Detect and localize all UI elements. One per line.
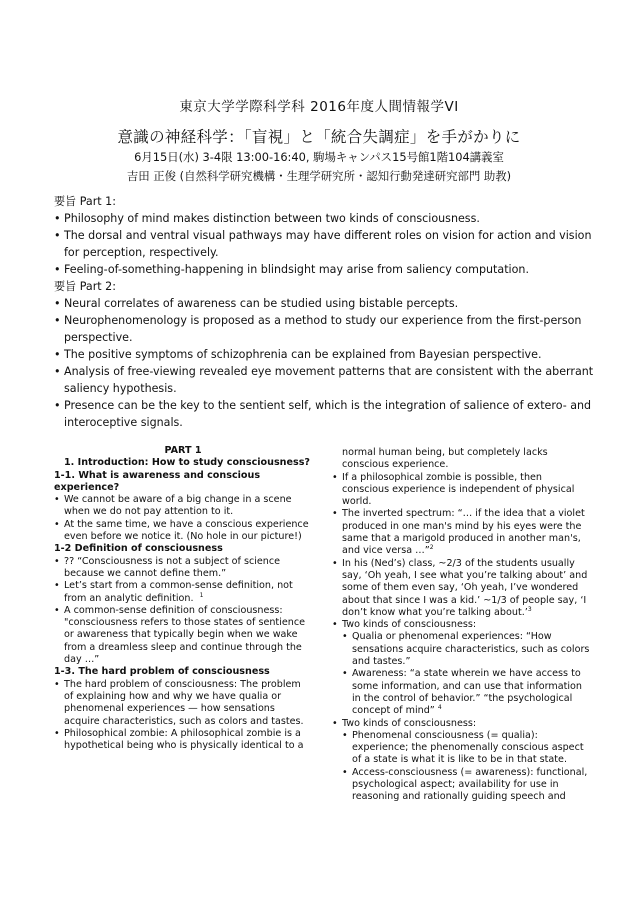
- left-column: [54, 445, 312, 752]
- list-item: • Feeling-of-something-happening in blindsight may arise from saliency computation.: [54, 261, 594, 278]
- subsection-heading-1-1: 1-1. What is awareness and conscious experience?: [54, 469, 261, 493]
- nested-list-item: • Qualia or phenomenal experiences: “How sensations acquire characteristics, such as colors and tastes.”: [342, 631, 590, 668]
- subsection-heading-1-3: 1-3. The hard problem of consciousness: [54, 666, 270, 678]
- list-item: • At the same time, we have a conscious experience even before we notice it. (No hole in our picture!): [54, 519, 312, 544]
- part-heading: PART 1: [164, 445, 202, 456]
- list-item: [332, 558, 590, 619]
- list-item: • Presence can be the key to the sentient self, which is the integration of salience of extero- and interoceptive signals.: [54, 397, 594, 431]
- nested-list-item: • Access-consciousness (= awareness): functional, psychological aspect; availability for use in reasoning and rationally guiding speech and: [342, 767, 590, 804]
- list-item: • Philosophical zombie: A philosophical zombie is a hypothetical being who is physically identical to a: [54, 728, 312, 753]
- summary-part1-title: 要旨 Part 1:: [54, 195, 116, 208]
- lecture-title: 意識の神経科学：「盲視」と「統合失調症」を手がかりに: [117, 128, 521, 146]
- list-item: • Philosophy of mind makes distinction between two kinds of consciousness.: [54, 210, 594, 227]
- summary-section: [54, 193, 594, 431]
- subsection-1-1-list: [54, 494, 312, 543]
- list-item: [332, 508, 590, 557]
- list-item: [332, 619, 590, 717]
- list-item: • The hard problem of consciousness: The problem of explaining how and why we have qualia or phenomenal experiences — how sensations acquire characteristics, such as colors and tastes.: [54, 679, 312, 728]
- footnote-marker: 4: [437, 704, 442, 712]
- section-heading-intro: 1. Introduction: How to study consciousness?: [64, 457, 310, 469]
- list-item: • The dorsal and ventral visual pathways may have different roles on vision for action and vision for perception, respectively.: [54, 227, 594, 261]
- list-item-text: Two kinds of consciousness:: [342, 717, 477, 729]
- list-item: [54, 580, 312, 605]
- list-item-text: The inverted spectrum: “… if the idea that a violet produced in one man's mind by his eyes were the same that a marigold produced in another man's, and vice versa …”: [342, 508, 585, 557]
- list-item-text: Awareness: “a state wherein we have access to some information, and can use that information in the control of behavior.” “the psychological concept of mind”: [352, 668, 582, 717]
- nested-list: [342, 730, 590, 804]
- list-item: • Analysis of free-viewing revealed eye movement patterns that are consistent with the aberrant saliency hypothesis.: [54, 363, 594, 397]
- footnote-marker: 2: [429, 544, 434, 552]
- nested-list-item: • Phenomenal consciousness (= qualia): experience; the phenomenally conscious aspect of a state is what it is like to be in that state.: [342, 730, 590, 767]
- list-item: • The positive symptoms of schizophrenia can be explained from Bayesian perspective.: [54, 346, 594, 363]
- list-item-text: Let’s start from a common-sense definition, not from an analytic definition.: [64, 580, 293, 604]
- right-list: [332, 472, 590, 804]
- list-item-text: In his (Ned’s) class, ~2/3 of the students usually say, ‘Oh yeah, I see what you’re talking about’ and some of them even say, ‘Oh yeah, I’ve wondered about that since I was a kid.’ ~1/3 of people say, ‘I don’t know what you’re talking about.’: [342, 557, 588, 618]
- subsection-heading-1-2: 1-2 Definition of consciousness: [54, 543, 223, 555]
- subsection-1-3-list: [54, 679, 312, 753]
- lecturer-affiliation: 吉田 正俊 (自然科学研究機構・生理学研究所・認知行動発達研究部門 助教): [126, 169, 512, 183]
- list-item: • Neural correlates of awareness can be studied using bistable percepts.: [54, 295, 594, 312]
- nested-list: [342, 631, 590, 717]
- list-item: • We cannot be aware of a big change in a scene when we do not pay attention to it.: [54, 494, 312, 519]
- continued-text: normal human being, but completely lacks conscious experience.: [342, 447, 548, 471]
- list-item: • If a philosophical zombie is possible, then conscious experience is independent of physical world.: [332, 472, 590, 509]
- list-item: [332, 718, 590, 804]
- summary-part2-title: 要旨 Part 2:: [54, 280, 116, 293]
- list-item: • ?? “Consciousness is not a subject of science because we cannot define them.”: [54, 556, 312, 581]
- right-column: [332, 447, 590, 804]
- footnote-marker: 3: [527, 605, 532, 613]
- summary-part2-list: [54, 295, 594, 431]
- footnote-marker: 1: [199, 591, 204, 599]
- nested-list-item: [342, 668, 590, 717]
- subsection-1-2-list: [54, 556, 312, 667]
- list-item-text: Two kinds of consciousness:: [342, 619, 477, 631]
- summary-part1-list: [54, 210, 594, 278]
- course-title: 東京大学学際科学科 2016年度人間情報学VI: [179, 99, 459, 115]
- lecture-schedule: 6月15日(水) 3-4限 13:00-16:40, 駒場キャンパス15号館1階104講義室: [134, 150, 504, 164]
- list-item: • Neurophenomenology is proposed as a method to study our experience from the first-person perspective.: [54, 312, 594, 346]
- list-item: • A common-sense definition of consciousness: "consciousness refers to those states of sentience or awareness that typically begin when we wake from a dreamless sleep and continue through the day …”: [54, 605, 312, 666]
